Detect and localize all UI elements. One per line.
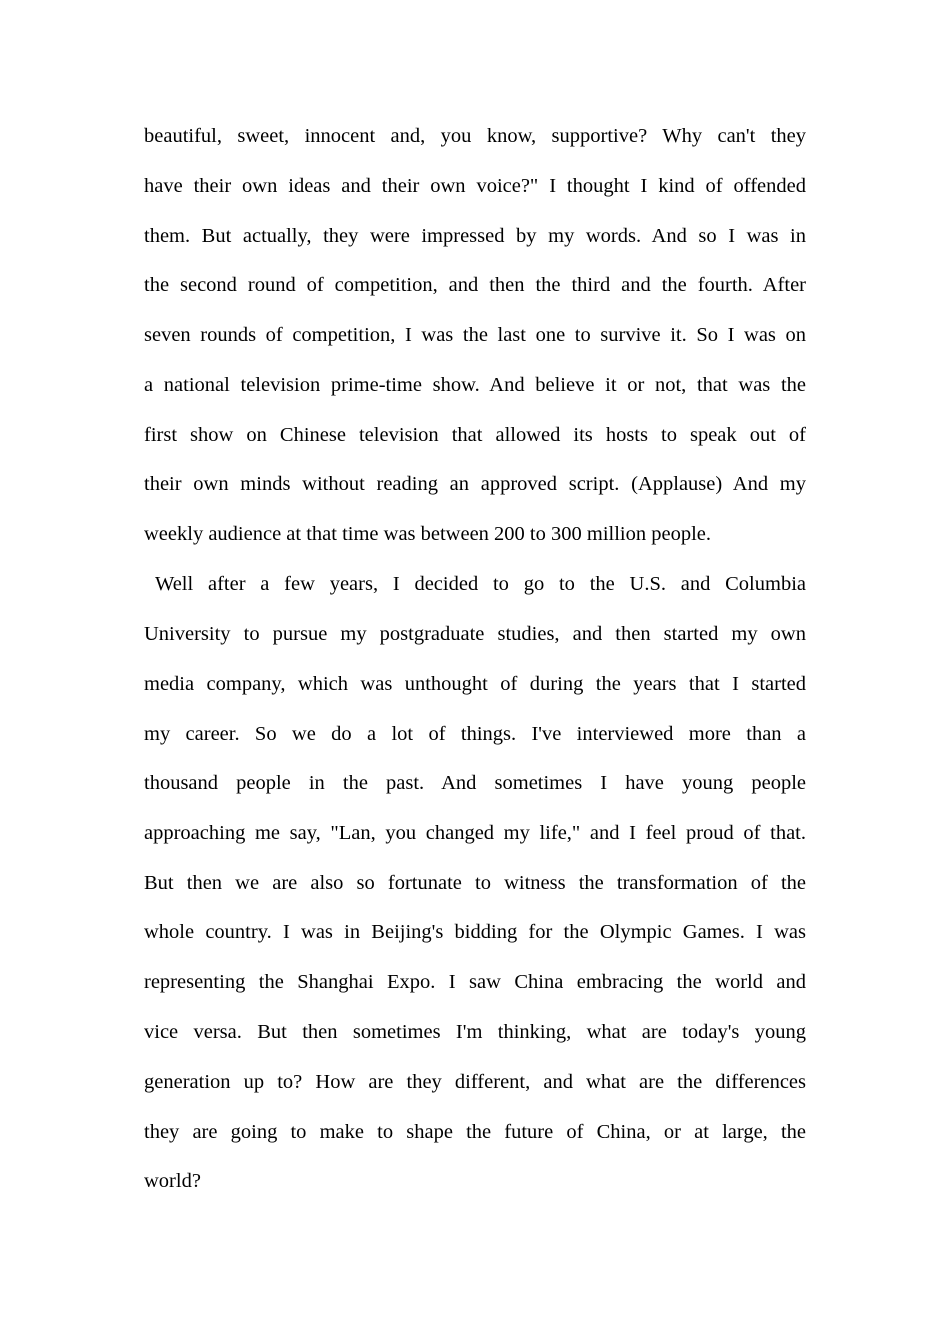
text-line: a national television prime-time show. And believe it or not, that was the bbox=[144, 374, 806, 396]
text-line: the second round of competition, and then the third and the fourth. After bbox=[144, 274, 806, 296]
text-line: thousand people in the past. And sometimes I have young people bbox=[144, 772, 806, 794]
text-line: their own minds without reading an approved script. (Applause) And my bbox=[144, 473, 806, 495]
text-line: Well after a few years, I decided to go to the U.S. and Columbia bbox=[155, 573, 806, 595]
text-line: vice versa. But then sometimes I'm thinking, what are today's young bbox=[144, 1021, 806, 1043]
text-line: have their own ideas and their own voice?" I thought I kind of offended bbox=[144, 175, 806, 197]
text-line: they are going to make to shape the future of China, or at large, the bbox=[144, 1121, 806, 1143]
text-line: weekly audience at that time was between 200 to 300 million people. bbox=[144, 523, 712, 545]
text-line: whole country. I was in Beijing's bidding for the Olympic Games. I was bbox=[144, 921, 806, 943]
text-line: beautiful, sweet, innocent and, you know, supportive? Why can't they bbox=[144, 125, 806, 147]
text-line: media company, which was unthought of during the years that I started bbox=[144, 673, 806, 695]
text-line: But then we are also so fortunate to witness the transformation of the bbox=[144, 872, 806, 894]
text-line: representing the Shanghai Expo. I saw China embracing the world and bbox=[144, 971, 806, 993]
text-line: world? bbox=[144, 1170, 201, 1192]
text-line: first show on Chinese television that allowed its hosts to speak out of bbox=[144, 424, 806, 446]
text-line: seven rounds of competition, I was the last one to survive it. So I was on bbox=[144, 324, 806, 346]
text-line: my career. So we do a lot of things. I've interviewed more than a bbox=[144, 723, 806, 745]
text-line: University to pursue my postgraduate studies, and then started my own bbox=[144, 623, 806, 645]
text-line: them. But actually, they were impressed by my words. And so I was in bbox=[144, 225, 806, 247]
text-line: generation up to? How are they different, and what are the differences bbox=[144, 1071, 806, 1093]
text-line: approaching me say, "Lan, you changed my life," and I feel proud of that. bbox=[144, 822, 806, 844]
